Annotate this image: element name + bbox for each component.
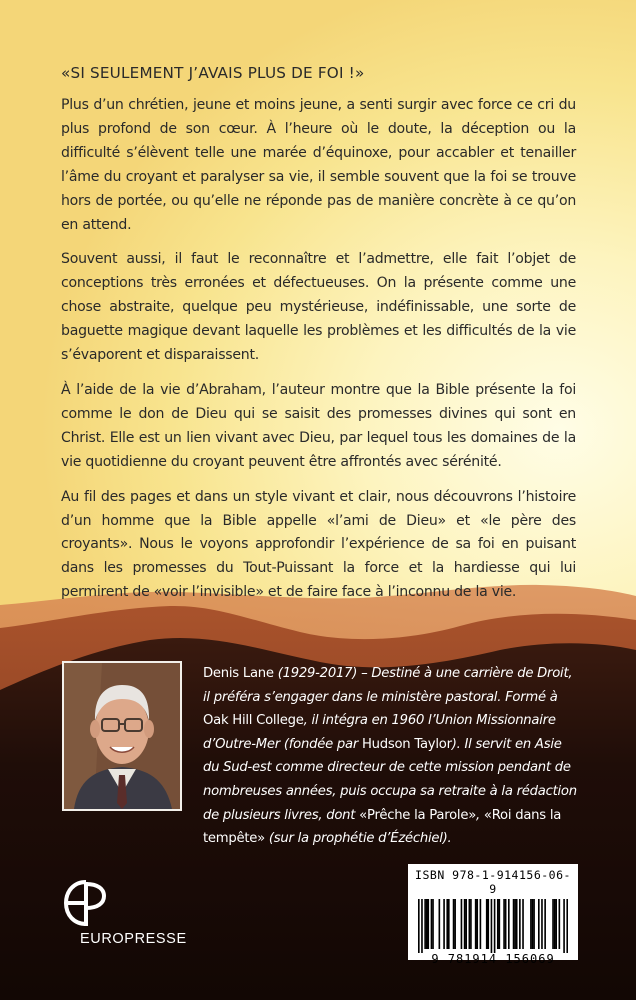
author-bio [203, 662, 580, 851]
barcode-bar [461, 899, 463, 949]
barcode-bar [486, 899, 488, 949]
blurb-paragraph-1: Plus d’un chrétien, jeune et moins jeune, a senti surgir avec force ce cri du plus profond de son cœur. À l’heure où le doute, la déception ou la difficulté s’élèvent telle une marée d’équinoxe, pour accabler et tenailler l’âme du croyant et paralyser sa vie, il semble souvent que la foi se trouve hors de portée, ou qu’elle ne réponde pas de manière concrète à ce qu’on en attend. [61, 97, 576, 233]
author-dates: (1929-2017) [277, 666, 358, 681]
barcode-bar [470, 899, 472, 949]
barcode-bar [552, 899, 554, 949]
isbn-digits: 9 781914 156069 [431, 952, 555, 966]
publisher-name: EUROPRESSE [80, 931, 187, 947]
author-book-1: «Prêche la Parole» [359, 807, 477, 823]
barcode-bar [443, 899, 445, 949]
author-name: Denis Lane [203, 666, 274, 681]
barcode-bar [464, 899, 466, 949]
barcode-bar [494, 899, 496, 953]
barcode-bar [439, 899, 441, 949]
barcode-bar [426, 899, 428, 949]
barcode-bar [421, 899, 423, 953]
barcode-bar [538, 899, 540, 949]
blurb-paragraph-4: Au fil des pages et dans un style vivant et clair, nous découvrons l’histoire d’un homme que la Bible appelle «l’ami de Dieu» et «le père des croyants». Nous le voyons approfondir l’expérience de sa foi en puisant dans les promesses du Tout-Puissant la force et la hardiesse qui lui permirent de «voir l’invisible» et de faire face à l’inconnu de la vie. [61, 488, 576, 601]
barcode-bar [424, 899, 426, 949]
barcode-bar [453, 899, 455, 949]
barcode-bar [475, 899, 477, 949]
barcode-bar [554, 899, 556, 949]
author-bio-part-5: (sur la prophétie d’Ézéchiel). [264, 831, 452, 847]
barcode-bar [427, 899, 429, 949]
europresse-logo-icon [62, 878, 110, 928]
isbn-barcode-box [408, 864, 578, 966]
barcode-bar [541, 899, 543, 949]
barcode-bar [480, 899, 482, 949]
barcode-bar [532, 899, 534, 949]
barcode-bar [448, 899, 450, 949]
barcode-bar [476, 899, 478, 949]
barcode-bar [454, 899, 456, 949]
barcode-bar [522, 899, 524, 949]
barcode-bar [519, 899, 521, 949]
barcode-bar [559, 899, 561, 949]
barcode-bar [491, 899, 493, 953]
barcode-bar [487, 899, 489, 949]
barcode-bar [530, 899, 532, 949]
barcode-bar [503, 899, 505, 949]
author-portrait-illustration [64, 663, 180, 809]
barcode-bar [432, 899, 434, 949]
barcode-bar [465, 899, 467, 949]
barcode-bar [431, 899, 433, 949]
author-bio-part-1: – Destiné à une carrière de Droit, il préféra s’engager dans le ministère pastoral. Formé à [203, 666, 573, 705]
back-cover-blurb [61, 62, 576, 616]
author-bio-part-3: ). Il servit en Asie du Sud-est comme directeur de cette mission pendant de nombreuses années, puis occupa sa retraite à la rédaction de plusieurs livres, dont [203, 736, 577, 823]
barcode-bar [514, 899, 516, 949]
author-photo [62, 661, 182, 811]
barcode-bars [418, 899, 568, 953]
barcode-bar [497, 899, 499, 949]
barcode-bar [508, 899, 510, 949]
author-book-2: «Roi dans la tempête» [203, 807, 562, 847]
barcode-bar [566, 899, 568, 953]
barcode-bar [446, 899, 448, 949]
blurb-paragraph-2: Souvent aussi, il faut le reconnaître et l’admettre, elle fait l’objet de conceptions très erronées et défectueuses. On la présente comme une chose abstraite, quelque peu mystérieuse, indéfinissable, une sorte de baguette magique devant laquelle les problèmes et les difficultés de la vie s’évaporent et disparaissent. [61, 251, 576, 364]
barcode-bar [544, 899, 546, 949]
barcode-bar [555, 899, 557, 949]
publisher-logo [48, 878, 218, 968]
barcode-bar [505, 899, 507, 949]
author-bio-part-4: , [476, 807, 484, 823]
author-bio-part-2: , il intégra en 1960 l’Union Missionnaire d’Outre-Mer (fondée par [203, 713, 556, 752]
barcode-bar [469, 899, 471, 949]
barcode-bar [499, 899, 501, 949]
barcode-bar [563, 899, 565, 953]
barcode-bar [533, 899, 535, 949]
barcode-bar [418, 899, 420, 953]
barcode-bar [513, 899, 515, 949]
isbn-label: ISBN 978-1-914156-06-9 [415, 868, 571, 896]
author-bio-college: Oak Hill College [203, 713, 304, 729]
blurb-paragraph-3: À l’aide de la vie d’Abraham, l’auteur montre que la Bible présente la foi comme le don de Dieu qui se saisit des promesses divines qui sont en Christ. Elle est un lien vivant avec Dieu, par lequel tous les domaines de la vie quotidienne du croyant peuvent être affrontés avec sérénité. [61, 381, 576, 470]
author-bio-founder: Hudson Taylor [361, 736, 452, 752]
blurb-headline: «SI SEULEMENT J’AVAIS PLUS DE FOI !» [61, 64, 365, 82]
barcode-bar [516, 899, 518, 949]
